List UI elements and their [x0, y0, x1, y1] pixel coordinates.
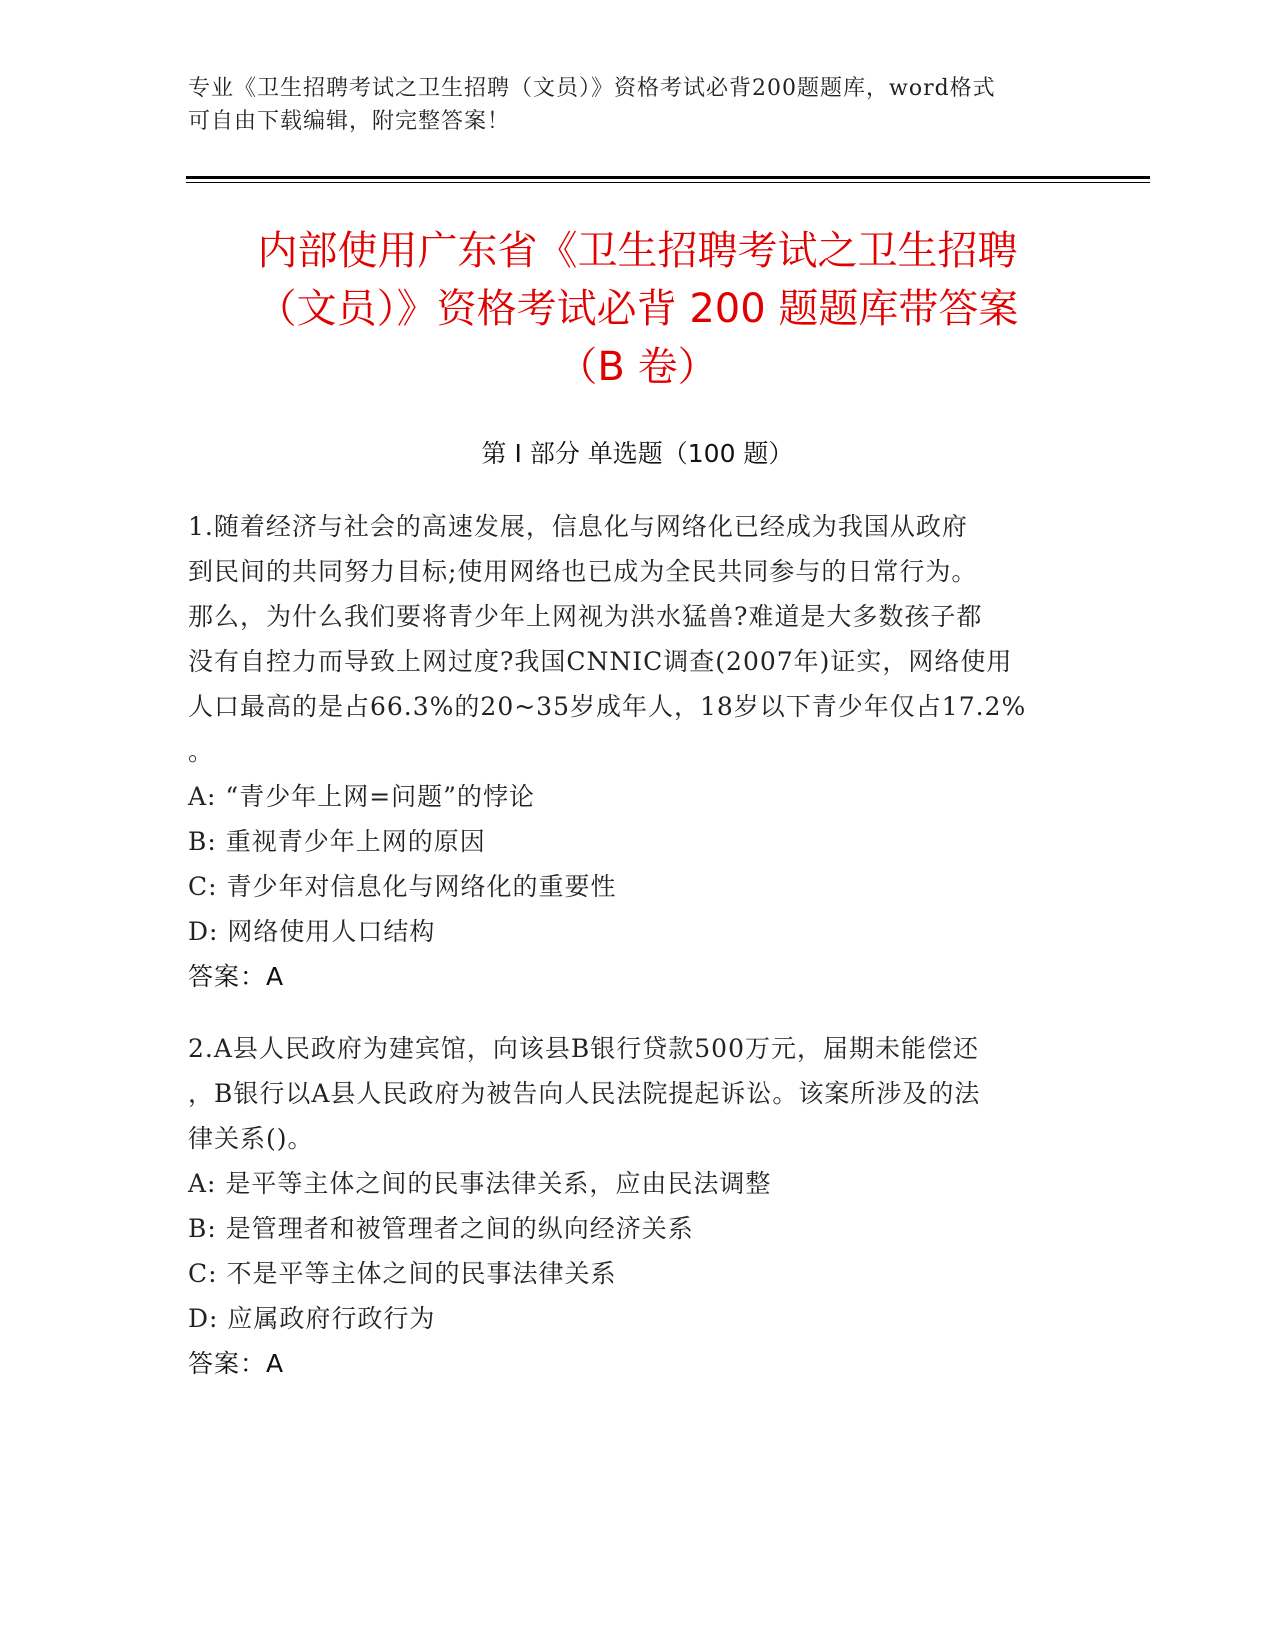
- question-stem-line: 律关系()。: [188, 1124, 314, 1153]
- option-d: D: 网络使用人口结构: [188, 917, 436, 946]
- header-rule-thick: [186, 176, 1150, 179]
- question-stem-line: 那么，为什么我们要将青少年上网视为洪水猛兽?难道是大多数孩子都: [188, 602, 983, 631]
- question-stem-line: 没有自控力而导致上网过度?我国CNNIC调查(2007年)证实，网络使用: [188, 647, 1013, 676]
- document-title-line-3: （B 卷）: [557, 344, 718, 390]
- option-a: A: “青少年上网=问题”的悖论: [188, 782, 535, 811]
- question-stem-line: 2.A县人民政府为建宾馆，向该县B银行贷款500万元，届期未能偿还: [188, 1034, 979, 1063]
- question-stem-line: 。: [188, 737, 215, 766]
- header-note-line-1: 专业《卫生招聘考试之卫生招聘（文员）》资格考试必背200题题库，word格式: [188, 76, 996, 101]
- header-note: [188, 72, 1088, 138]
- question-stem-line: 到民间的共同努力目标;使用网络也已成为全民共同参与的日常行为。: [188, 557, 978, 586]
- document-title-line-1: 内部使用广东省《卫生招聘考试之卫生招聘: [257, 228, 1018, 274]
- option-c: C: 青少年对信息化与网络化的重要性: [188, 872, 617, 901]
- question-stem-line: 1.随着经济与社会的高速发展，信息化与网络化已经成为我国从政府: [188, 512, 968, 541]
- option-b: B: 重视青少年上网的原因: [188, 827, 486, 856]
- answer: 答案：A: [188, 1349, 285, 1378]
- option-d: D: 应属政府行政行为: [188, 1304, 436, 1333]
- section-title: 第 I 部分 单选题（100 题）: [481, 439, 794, 468]
- header-note-line-2: 可自由下载编辑，附完整答案！: [188, 109, 511, 134]
- question-stem-line: 人口最高的是占66.3%的20~35岁成年人，18岁以下青少年仅占17.2%: [188, 692, 1027, 721]
- question-2: [188, 1026, 1088, 1386]
- option-c: C: 不是平等主体之间的民事法律关系: [188, 1259, 617, 1288]
- answer: 答案：A: [188, 962, 285, 991]
- question-1: [188, 504, 1088, 999]
- option-a: A: 是平等主体之间的民事法律关系，应由民法调整: [188, 1169, 772, 1198]
- option-b: B: 是管理者和被管理者之间的纵向经济关系: [188, 1214, 694, 1243]
- document-title: [150, 222, 1125, 396]
- question-stem-line: ，B银行以A县人民政府为被告向人民法院提起诉讼。该案所涉及的法: [188, 1079, 981, 1108]
- document-title-line-2: （文员）》资格考试必背 200 题题库带答案: [256, 286, 1019, 332]
- header-rule-thin: [186, 182, 1150, 183]
